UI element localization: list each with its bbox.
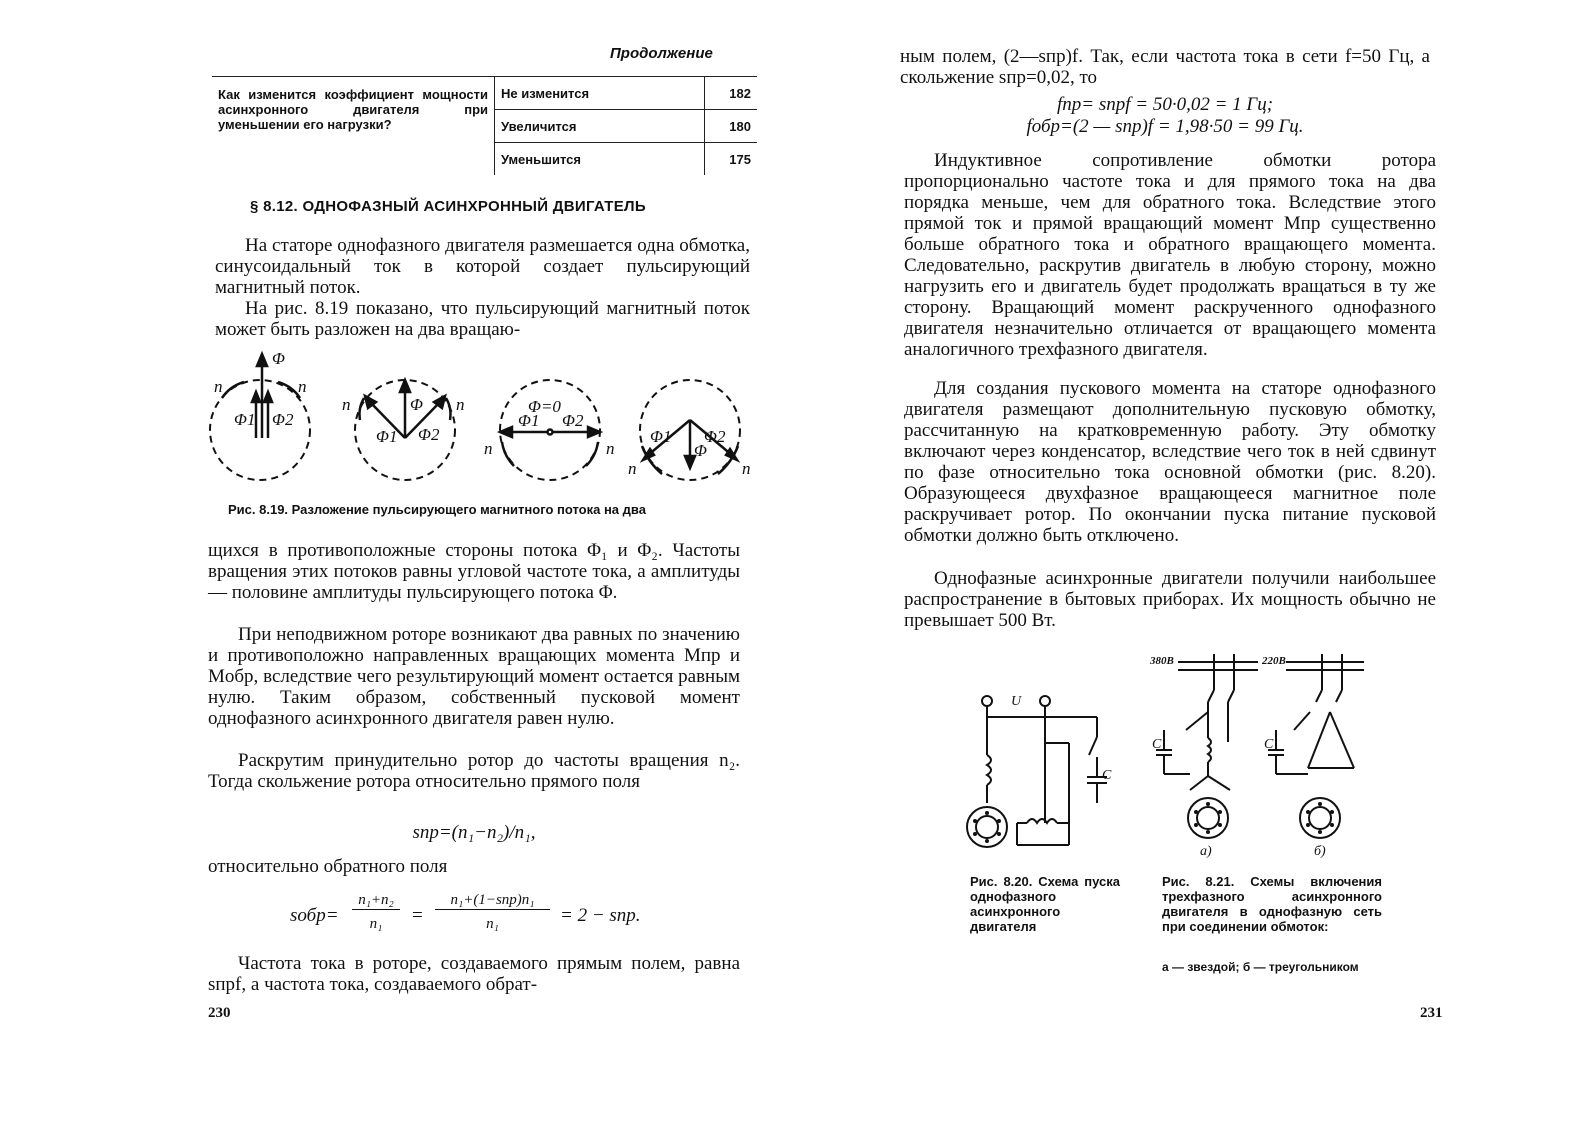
label-380v: 380В [1150, 655, 1174, 667]
eq-fraction-den: n₁ [486, 916, 499, 932]
section-title: § 8.12. ОДНОФАЗНЫЙ АСИНХРОННЫЙ ДВИГАТЕЛЬ [250, 198, 646, 215]
table-answer: Не изменится [495, 77, 705, 110]
table-question: Как изменится коэффициент мощности асинхронного двигателя при уменьшении его нагрузки? [212, 77, 495, 176]
paragraph: относительно обратного поля [208, 856, 448, 877]
label-phi: Φ [694, 441, 707, 460]
eq-fraction-num: n₁+(1−sпр)n₁ [435, 892, 550, 910]
paragraph: ным полем, (2—sпр)f. Так, если частота тока в сети f=50 Гц, а скольжение sпр=0,02, то [900, 46, 1430, 88]
paragraph: При неподвижном роторе возникают два равных по значению и противоположно направленных вращающих момента Mпр и Mобр, вследствие чего результирующий момент остается равным нулю. Таким образом, собственный пусковой момент однофазного асинхронного двигателя равен нулю. [208, 624, 740, 729]
fig-8-19-caption: Рис. 8.19. Разложение пульсирующего магнитного потока на два [228, 502, 646, 517]
label-phi2: Φ2 [704, 427, 726, 446]
eq-lhs: sобр= [290, 905, 339, 926]
table-answer: Увеличится [495, 110, 705, 143]
paragraph: Для создания пускового момента на статоре однофазного двигателя размещают дополнительную пусковую обмотку, рассчитанную на кратковременную работу. Эту обмотку включают через конденсатор, вследствие чего ток в ней сдвинут по фазе относительно тока основной обмотки (рис. 8.20). Образующееся двухфазное вращающееся магнитное поле раскручивает ротор. По окончании пуска питание пусковой обмотки должно быть отключено. [904, 378, 1436, 546]
label-n: n [214, 377, 223, 396]
label-n: n [628, 459, 637, 478]
fig-8-20-start-circuit [957, 685, 1117, 865]
label-phi: Φ [272, 350, 285, 368]
table-count: 175 [729, 151, 751, 167]
label-a: а) [1200, 844, 1212, 859]
paragraph: Частота тока в роторе, создаваемого прямым полем, равна sпрf, а частота тока, создаваемого обрат- [208, 953, 740, 995]
label-phi2: Φ2 [272, 410, 294, 429]
table-count: 180 [705, 110, 758, 143]
label-phi: Φ [410, 395, 423, 414]
label-b: б) [1314, 844, 1326, 859]
paragraph: На рис. 8.19 показано, что пульсирующий магнитный поток может быть разложен на два вращаю- [215, 298, 750, 340]
label-u: U [1011, 694, 1022, 709]
table-answer: Уменьшится [495, 143, 705, 176]
label-phi1: Φ1 [650, 427, 672, 446]
eq-fraction-den: n₁ [369, 916, 383, 932]
paragraph: Индуктивное сопротивление обмотки ротора пропорционально частоте тока и для прямого тока на два порядка меньше, чем для обратного тока. Вследствие этого прямой ток и прямой вращающий момент Mпр существенно больше обратного тока и обратного вращающего момента. Следовательно, раскрутив двигатель в любую сторону, можно нагрузить его и двигатель будет продолжать вращаться в ту же сторону. Вращающий момент раскрученного однофазного двигателя незначительно отличается от вращающего момента аналогичного трехфазного двигателя. [904, 150, 1436, 360]
table-count: 182 [705, 77, 758, 110]
label-n: n [484, 439, 493, 458]
label-phi1: Φ1 [518, 411, 540, 430]
label-n: n [342, 395, 351, 414]
label-n: n [456, 395, 465, 414]
paragraph: На статоре однофазного двигателя размешается одна обмотка, синусоидальный ток в которой создает пульсирующий магнитный поток. [215, 235, 750, 298]
label-c: C [1102, 768, 1112, 783]
label-n: n [606, 439, 615, 458]
page-number: 230 [208, 1005, 231, 1021]
fig-8-19-flux-decomposition [200, 350, 760, 495]
continuation-label: Продолжение [610, 45, 713, 62]
label-c: C [1152, 737, 1162, 752]
equation-f-backward: fобр=(2 — sпр)f = 1,98·50 = 99 Гц. [1026, 116, 1304, 137]
equation-s-backward [290, 892, 670, 940]
eq-equals: = [412, 905, 423, 926]
fig-8-21-three-phase-circuits [1150, 650, 1372, 860]
right-page [792, 0, 1584, 1126]
label-n: n [298, 377, 307, 396]
label-n: n [742, 459, 751, 478]
equation-s-forward: sпр=(n₁−n₂)/n₁, [412, 822, 536, 843]
fig-8-21-caption: Рис. 8.21. Схемы включения трехфазного асинхронного двигателя в однофазную сеть при соединении обмоток: [1162, 874, 1382, 934]
equation-f-forward: fпр= sпрf = 50·0,02 = 1 Гц; [1056, 94, 1274, 115]
survey-table [212, 76, 757, 175]
fig-8-21-legend: а — звездой; б — треугольником [1162, 960, 1359, 974]
label-phi1: Φ1 [234, 410, 256, 429]
label-phi2: Φ2 [562, 411, 584, 430]
eq-fraction-num: n₁+n₂ [352, 892, 400, 910]
eq-rhs: = 2 − sпр. [560, 905, 641, 926]
paragraph: щихся в противоположные стороны потока Φ₁ и Φ₂. Частоты вращения этих потоков равны угловой частоте тока, а амплитуды — половине амплитуды пульсирующего потока Φ. [208, 540, 740, 603]
fig-8-20-caption: Рис. 8.20. Схема пуска однофазного асинхронного двигателя [970, 874, 1120, 934]
label-c: C [1264, 737, 1274, 752]
paragraph: Однофазные асинхронные двигатели получили наибольшее распространение в бытовых приборах. Их мощность обычно не превышает 500 Вт. [904, 568, 1436, 631]
label-phi1: Φ1 [376, 427, 398, 446]
page-number: 231 [1420, 1005, 1443, 1021]
label-220v: 220В [1262, 655, 1286, 667]
paragraph: Раскрутим принудительно ротор до частоты вращения n₂. Тогда скольжение ротора относительно прямого поля [208, 750, 740, 792]
label-phi0: Φ=0 [528, 397, 561, 416]
label-phi2: Φ2 [418, 425, 440, 444]
